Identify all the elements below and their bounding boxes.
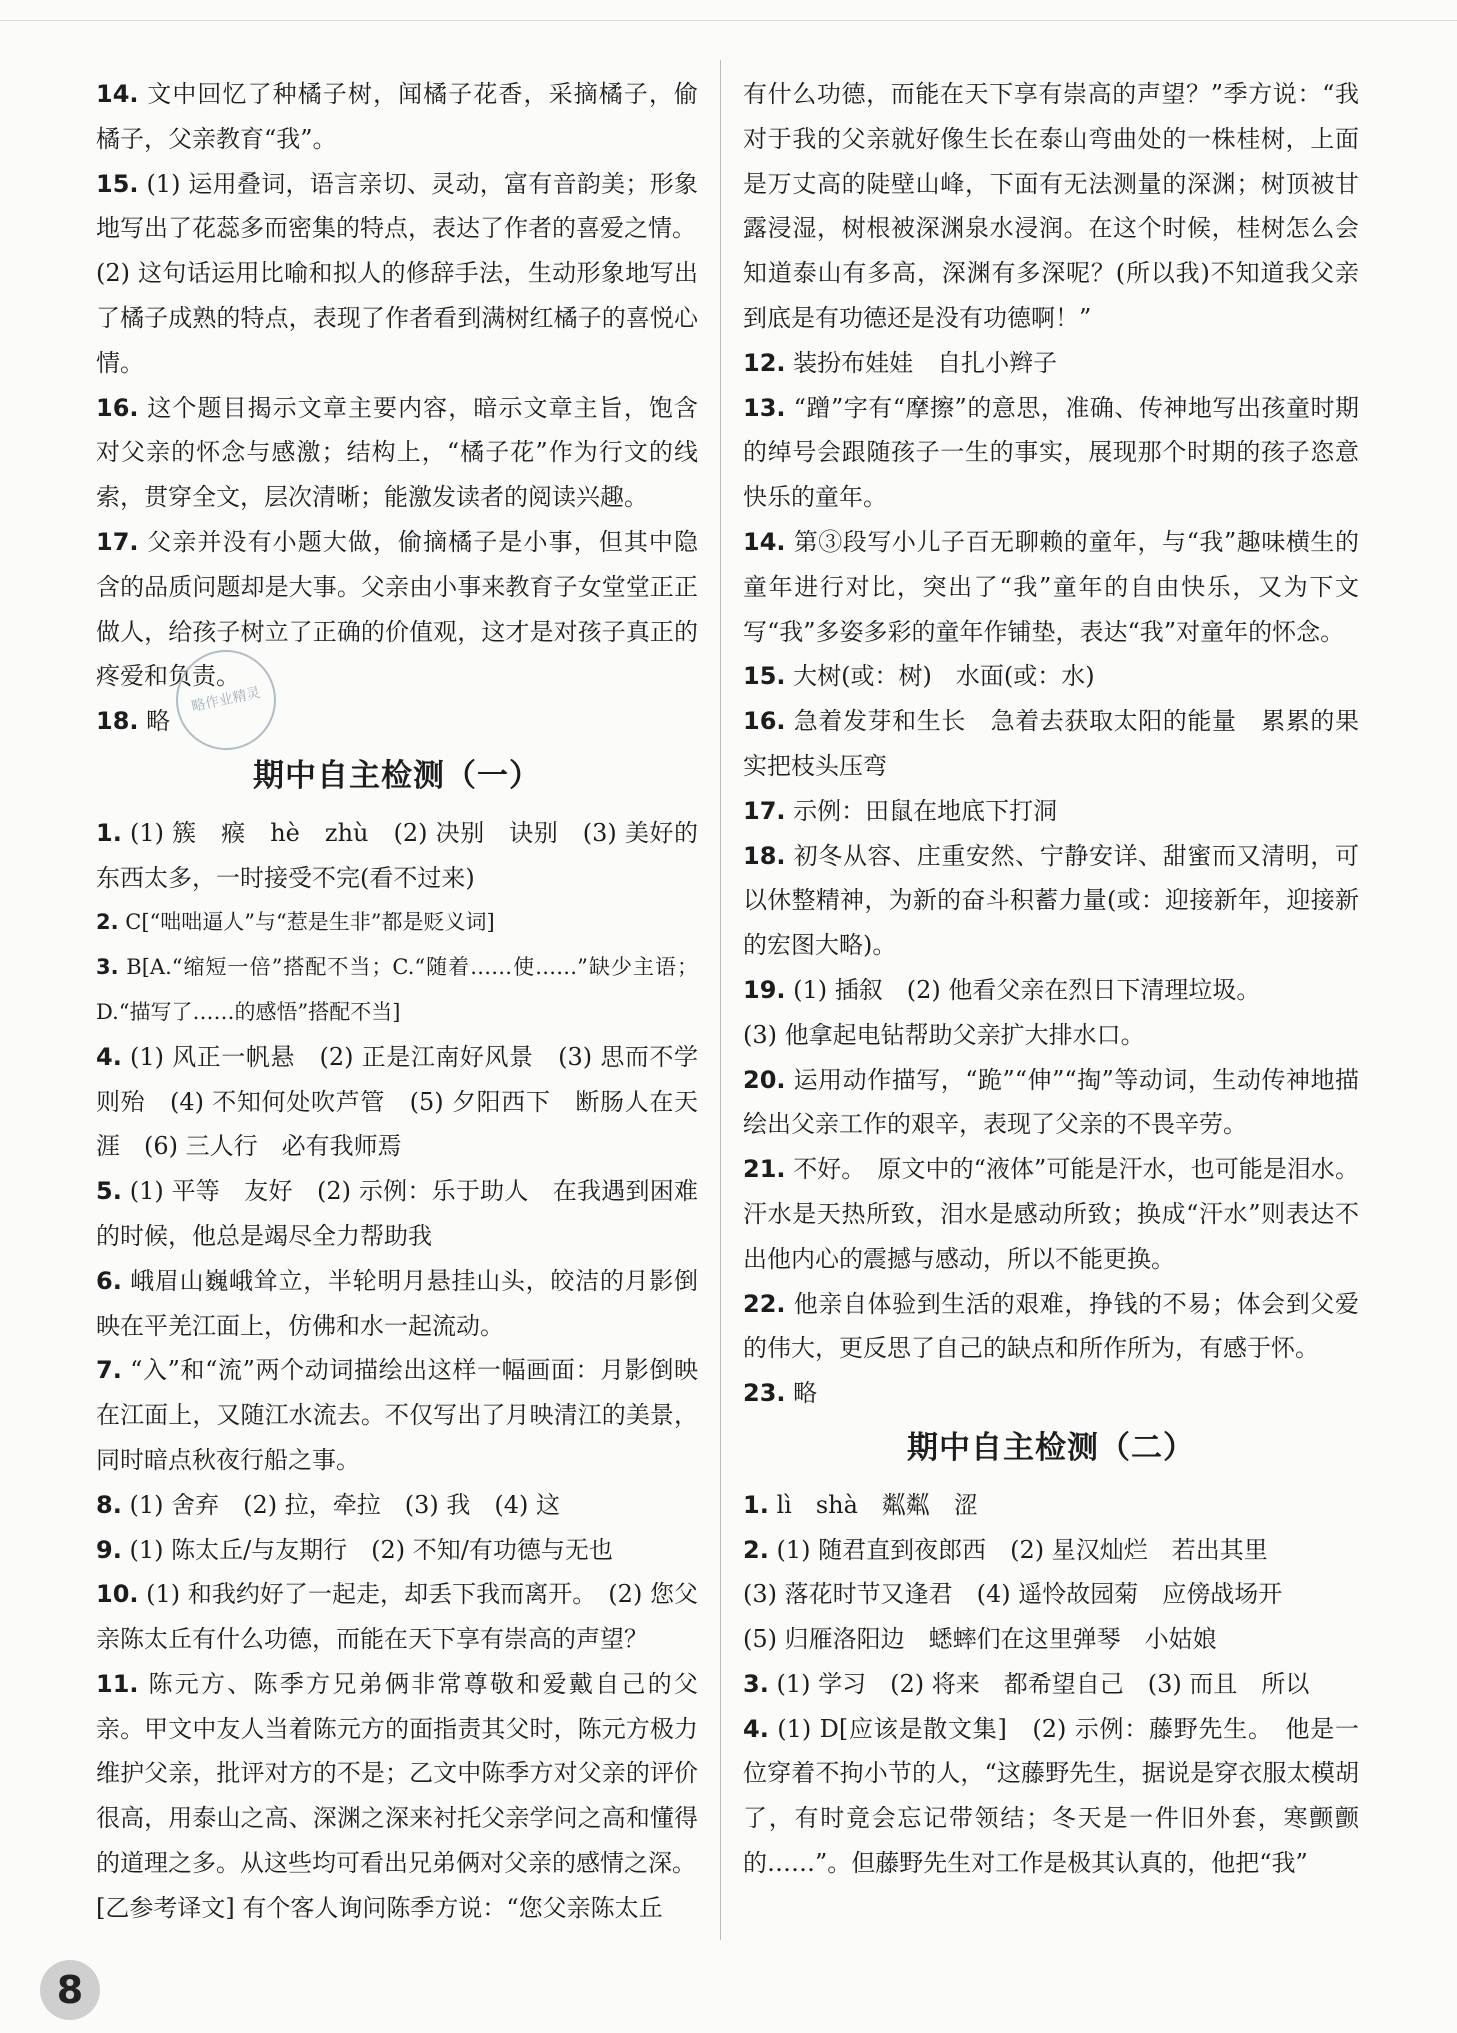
answer-text: 他亲自体验到生活的艰难，挣钱的不易；体会到父爱的伟大，更反思了自己的缺点和所作所为，有感于怀。 — [743, 1289, 1359, 1363]
answer-number: 8. — [96, 1490, 122, 1519]
answer-item — [743, 789, 1359, 834]
answer-item — [743, 1617, 1359, 1662]
answer-item — [96, 900, 698, 945]
answer-item — [743, 654, 1359, 699]
answer-item — [96, 945, 698, 1035]
answer-text: (1) 运用叠词，语言亲切、灵动，富有音韵美；形象地写出了花蕊多而密集的特点，表达了作者的喜爱之情。 — [96, 169, 698, 243]
answer-item — [743, 1282, 1359, 1372]
answer-number: 4. — [96, 1042, 122, 1071]
answer-item — [743, 1013, 1359, 1058]
left-block-2 — [96, 811, 698, 1931]
answer-number: 3. — [96, 955, 119, 980]
answer-number: 4. — [743, 1714, 769, 1743]
page-number-badge — [40, 1960, 100, 2020]
answer-item — [743, 1371, 1359, 1416]
answer-item — [96, 1483, 698, 1528]
answer-item — [96, 1886, 698, 1931]
answer-text: (3) 落花时节又逢君 (4) 遥怜故园菊 应傍战场开 — [743, 1580, 1283, 1609]
answer-text: 第③段写小儿子百无聊赖的童年，与“我”趣味横生的童年进行对比，突出了“我”童年的自由快乐，又为下文写“我”多姿多彩的童年作铺垫，表达“我”对童年的怀念。 — [743, 527, 1359, 646]
answer-number: 21. — [743, 1155, 786, 1184]
answer-number: 20. — [743, 1065, 786, 1094]
answer-number: 7. — [96, 1356, 122, 1385]
answer-number: 14. — [743, 527, 786, 556]
answer-item — [743, 834, 1359, 968]
answer-text: (1) 平等 友好 (2) 示例：乐于助人 在我遇到困难的时候，他总是竭尽全力帮助我 — [96, 1177, 698, 1250]
answer-text: (2) 这句话运用比喻和拟人的修辞手法，生动形象地写出了橘子成熟的特点，表现了作者看到满树红橘子的喜悦心情。 — [96, 259, 698, 377]
answer-number: 2. — [96, 910, 119, 935]
answer-text: 运用动作描写，“跪”“伸”“掏”等动词，生动传神地描绘出父亲工作的艰辛，表现了父亲的不畏辛劳。 — [743, 1065, 1359, 1139]
answer-number: 23. — [743, 1379, 786, 1408]
answer-text: 装扮布娃娃 自扎小辫子 — [793, 348, 1058, 377]
answer-text: 陈元方、陈季方兄弟俩非常尊敬和爱戴自己的父亲。甲文中友人当着陈元方的面指责其父时，陈元方极力维护父亲，批评对方的不是；乙文中陈季方对父亲的评价很高，用泰山之高、深渊之深来衬托父亲学问之高和懂得的道理之多。从这些均可看出兄弟俩对父亲的感情之深。 — [96, 1669, 699, 1878]
answer-text: “蹭”字有“摩擦”的意思，准确、传神地写出孩童时期的绰号会跟随孩子一生的事实，展现那个时期的孩子恣意快乐的童年。 — [743, 393, 1359, 512]
answer-item — [96, 1528, 698, 1573]
answer-item — [96, 251, 698, 385]
answer-number: 15. — [743, 662, 786, 691]
answer-text: 大树(或：树) 水面(或：水) — [793, 662, 1095, 691]
answer-text: [乙参考译文] 有个客人询问陈季方说：“您父亲陈太丘 — [96, 1893, 663, 1922]
answer-number: 1. — [743, 1490, 769, 1519]
answer-text: 峨眉山巍峨耸立，半轮明月悬挂山头，皎洁的月影倒映在平羌江面上，仿佛和水一起流动。 — [96, 1266, 698, 1340]
answer-number: 9. — [96, 1535, 122, 1564]
answer-number: 11. — [96, 1669, 139, 1698]
answer-text: (1) 陈太丘/与友期行 (2) 不知/有功德与无也 — [129, 1535, 613, 1564]
answer-text: 这个题目揭示文章主要内容，暗示文章主旨，饱含对父亲的怀念与感激；结构上，“橘子花”作为行文的线索，贯穿全文，层次清晰；能激发读者的阅读兴趣。 — [96, 393, 698, 512]
left-block-1 — [96, 72, 698, 744]
right-block-1 — [743, 72, 1359, 1416]
answer-item — [743, 1528, 1359, 1573]
answer-item — [96, 1259, 698, 1349]
answer-item — [96, 1572, 698, 1662]
answer-text: (1) 风正一帆悬 (2) 正是江南好风景 (3) 思而不学则殆 (4) 不知何处吹芦管 (5) 夕阳西下 断肠人在天涯 (6) 三人行 必有我师焉 — [96, 1042, 698, 1161]
section-heading-2: 期中自主检测（二） — [907, 1429, 1195, 1466]
answer-number: 15. — [96, 169, 139, 198]
answer-text: 不好。 原文中的“液体”可能是汗水，也可能是泪水。汗水是天热所致，泪水是感动所致；换成“汗水”则表达不出他内心的震撼与感动，所以不能更换。 — [743, 1155, 1359, 1273]
answer-text: 初冬从容、庄重安然、宁静安详、甜蜜而又清明，可以休整精神，为新的奋斗积蓄力量(或：迎接新年，迎接新的宏图大略)。 — [743, 841, 1359, 960]
answer-text: (5) 归雁洛阳边 蟋蟀们在这里弹琴 小姑娘 — [743, 1625, 1217, 1654]
answer-number: 19. — [743, 975, 786, 1004]
answer-number: 17. — [96, 527, 139, 556]
answer-text: (1) 插叙 (2) 他看父亲在烈日下清理垃圾。 — [793, 975, 1261, 1004]
answer-text: (1) 舍弃 (2) 拉，牵拉 (3) 我 (4) 这 — [129, 1490, 560, 1519]
answer-number: 17. — [743, 796, 786, 825]
column-divider — [720, 60, 721, 1940]
answer-number: 18. — [96, 707, 139, 736]
answer-item — [743, 699, 1359, 789]
answer-text: (1) 随君直到夜郎西 (2) 星汉灿烂 若出其里 — [776, 1535, 1268, 1564]
answer-text: “入”和“流”两个动词描绘出这样一幅画面：月影倒映在江面上，又随江水流去。不仅写出了月映清江的美景，同时暗点秋夜行船之事。 — [96, 1356, 698, 1474]
answer-number: 16. — [743, 707, 786, 736]
answer-item — [743, 520, 1359, 654]
answer-number: 13. — [743, 393, 786, 422]
answer-item — [743, 386, 1359, 520]
answer-item — [96, 1035, 698, 1169]
answer-item — [743, 1662, 1359, 1707]
answer-item — [743, 72, 1359, 341]
right-block-2 — [743, 1483, 1359, 1886]
answer-item — [96, 1662, 698, 1886]
answer-item — [743, 341, 1359, 386]
answer-number: 10. — [96, 1580, 139, 1609]
answer-text: lì shà 粼粼 涩 — [776, 1490, 978, 1519]
answer-number: 5. — [96, 1177, 122, 1206]
answer-item — [96, 72, 698, 162]
answer-item — [96, 1348, 698, 1482]
stamp-text: 略作业精灵 — [190, 684, 262, 716]
answer-item — [96, 386, 698, 520]
answer-text: B[A.“缩短一倍”搭配不当；C.“随着……使……”缺少主语；D.“描写了……的感悟”搭配不当] — [96, 955, 698, 1024]
answer-text: (1) 和我约好了一起走，却丢下我而离开。 (2) 您父亲陈太丘有什么功德，而能在天下享有崇高的声望？ — [96, 1580, 698, 1654]
answer-item — [96, 162, 698, 252]
answer-item — [743, 968, 1359, 1013]
right-column — [743, 72, 1359, 1886]
answer-number: 18. — [743, 841, 786, 870]
answer-number: 22. — [743, 1289, 786, 1318]
section-heading-1: 期中自主检测（一） — [253, 757, 541, 794]
answer-number: 14. — [96, 80, 139, 108]
answer-number: 1. — [96, 818, 122, 847]
answer-number: 16. — [96, 393, 139, 422]
answer-text: (1) 簇 瘊 hè zhù (2) 决别 诀别 (3) 美好的东西太多，一时接受不完(看不过来) — [96, 818, 698, 892]
answer-text: 有什么功德，而能在天下享有崇高的声望？”季方说：“我对于我的父亲就好像生长在泰山弯曲处的一株桂树，上面是万丈高的陡壁山峰，下面有无法测量的深渊；树顶被甘露浸湿，树根被深渊泉水浸润。在这个时候，桂树怎么会知道泰山有多高，深渊有多深呢？(所以我)不知道我父亲到底是有功德还是没有功德啊！” — [743, 80, 1359, 332]
answer-number: 6. — [96, 1266, 122, 1295]
answer-text: 急着发芽和生长 急着去获取太阳的能量 累累的果实把枝头压弯 — [743, 707, 1359, 780]
answer-item — [96, 811, 698, 901]
answer-number: 12. — [743, 348, 786, 377]
answer-text: 示例：田鼠在地底下打洞 — [793, 796, 1058, 825]
answer-item — [743, 1058, 1359, 1148]
answer-text: 文中回忆了种橘子树，闻橘子花香，采摘橘子，偷橘子，父亲教育“我”。 — [96, 80, 698, 153]
answer-text: (3) 他拿起电钻帮助父亲扩大排水口。 — [743, 1020, 1145, 1049]
answer-number: 2. — [743, 1535, 769, 1564]
answer-text: (1) 学习 (2) 将来 都希望自己 (3) 而且 所以 — [776, 1669, 1310, 1698]
answer-number: 3. — [743, 1669, 769, 1698]
answer-text: C[“咄咄逼人”与“惹是生非”都是贬义词] — [125, 910, 495, 935]
page-number: 8 — [56, 1968, 84, 2012]
answer-text: 略 — [793, 1379, 818, 1408]
answer-text: (1) D[应该是散文集] (2) 示例：藤野先生。 他是一位穿着不拘小节的人，“这藤野先生，据说是穿衣服太模胡了，有时竟会忘记带领结；冬天是一件旧外套，寒颤颤的……”。但藤野先生对工作是极其认真的，他把“我” — [743, 1714, 1359, 1878]
answer-item — [743, 1483, 1359, 1528]
answer-item — [743, 1707, 1359, 1886]
answer-text: 父亲并没有小题大做，偷摘橘子是小事，但其中隐含的品质问题却是大事。父亲由小事来教育子女堂堂正正做人，给孩子树立了正确的价值观，这才是对孩子真正的疼爱和负责。 — [96, 527, 698, 691]
answer-item — [96, 1169, 698, 1259]
answer-item — [743, 1572, 1359, 1617]
left-column — [96, 72, 698, 1931]
answer-item — [743, 1147, 1359, 1281]
answer-text: 略 — [146, 707, 171, 736]
top-rule — [0, 20, 1457, 21]
